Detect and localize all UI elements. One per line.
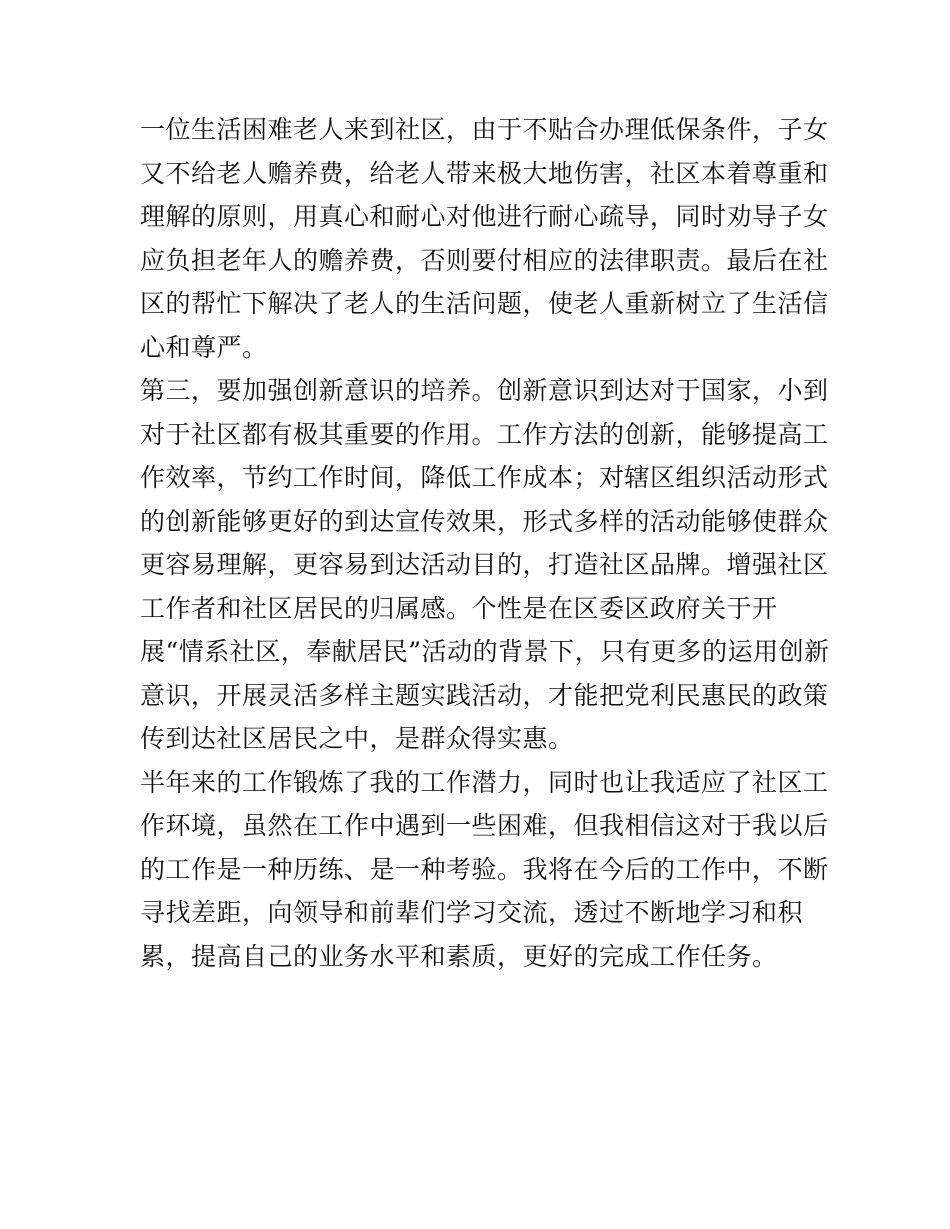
text-line: 作环境，虽然在工作中遇到一些困难，但我相信这对于我以后 (140, 811, 829, 840)
text-line: 寻找差距，向领导和前辈们学习交流，透过不断地学习和积 (140, 898, 804, 927)
text-line: 展“情系社区，奉献居民”活动的背景下，只有更多的运用创新 (140, 637, 830, 666)
text-line: 对于社区都有极其重要的作用。工作方法的创新，能够提高工 (140, 419, 829, 449)
text-line: 理解的原则，用真心和耐心对他进行耐心疏导，同时劝导子女 (140, 202, 829, 231)
text-line: 工作者和社区居民的归属感。个性是在区委区政府关于开 (140, 593, 778, 623)
text-line: 的创新能够更好的到达宣传效果，形式多样的活动能够使群众 (140, 506, 829, 536)
text-line: 半年来的工作锻炼了我的工作潜力，同时也让我适应了社区工 (140, 767, 829, 797)
text-line: 意识，开展灵活多样主题实践活动，才能把党利民惠民的政策 (140, 680, 829, 710)
text-line: 区的帮忙下解决了老人的生活问题，使老人重新树立了生活信 (140, 289, 829, 318)
document-body (140, 108, 830, 978)
text-line: 第三，要加强创新意识的培养。创新意识到达对于国家，小到 (140, 376, 829, 405)
text-line: 的工作是一种历练、是一种考验。我将在今后的工作中，不断 (140, 854, 829, 884)
text-line: 心和尊严。 (140, 332, 268, 362)
text-line: 累，提高自己的业务水平和素质，更好的完成工作任务。 (140, 941, 778, 971)
text-line: 更容易理解，更容易到达活动目的，打造社区品牌。增强社区 (140, 550, 829, 579)
text-line: 一位生活困难老人来到社区，由于不贴合办理低保条件，子女 (140, 115, 829, 144)
text-line: 传到达社区居民之中，是群众得实惠。 (140, 724, 574, 753)
text-line: 又不给老人赡养费，给老人带来极大地伤害，社区本着尊重和 (140, 158, 829, 188)
text-line: 作效率，节约工作时间，降低工作成本；对辖区组织活动形式 (140, 463, 829, 492)
text-line: 应负担老年人的赡养费，否则要付相应的法律职责。最后在社 (140, 245, 829, 275)
